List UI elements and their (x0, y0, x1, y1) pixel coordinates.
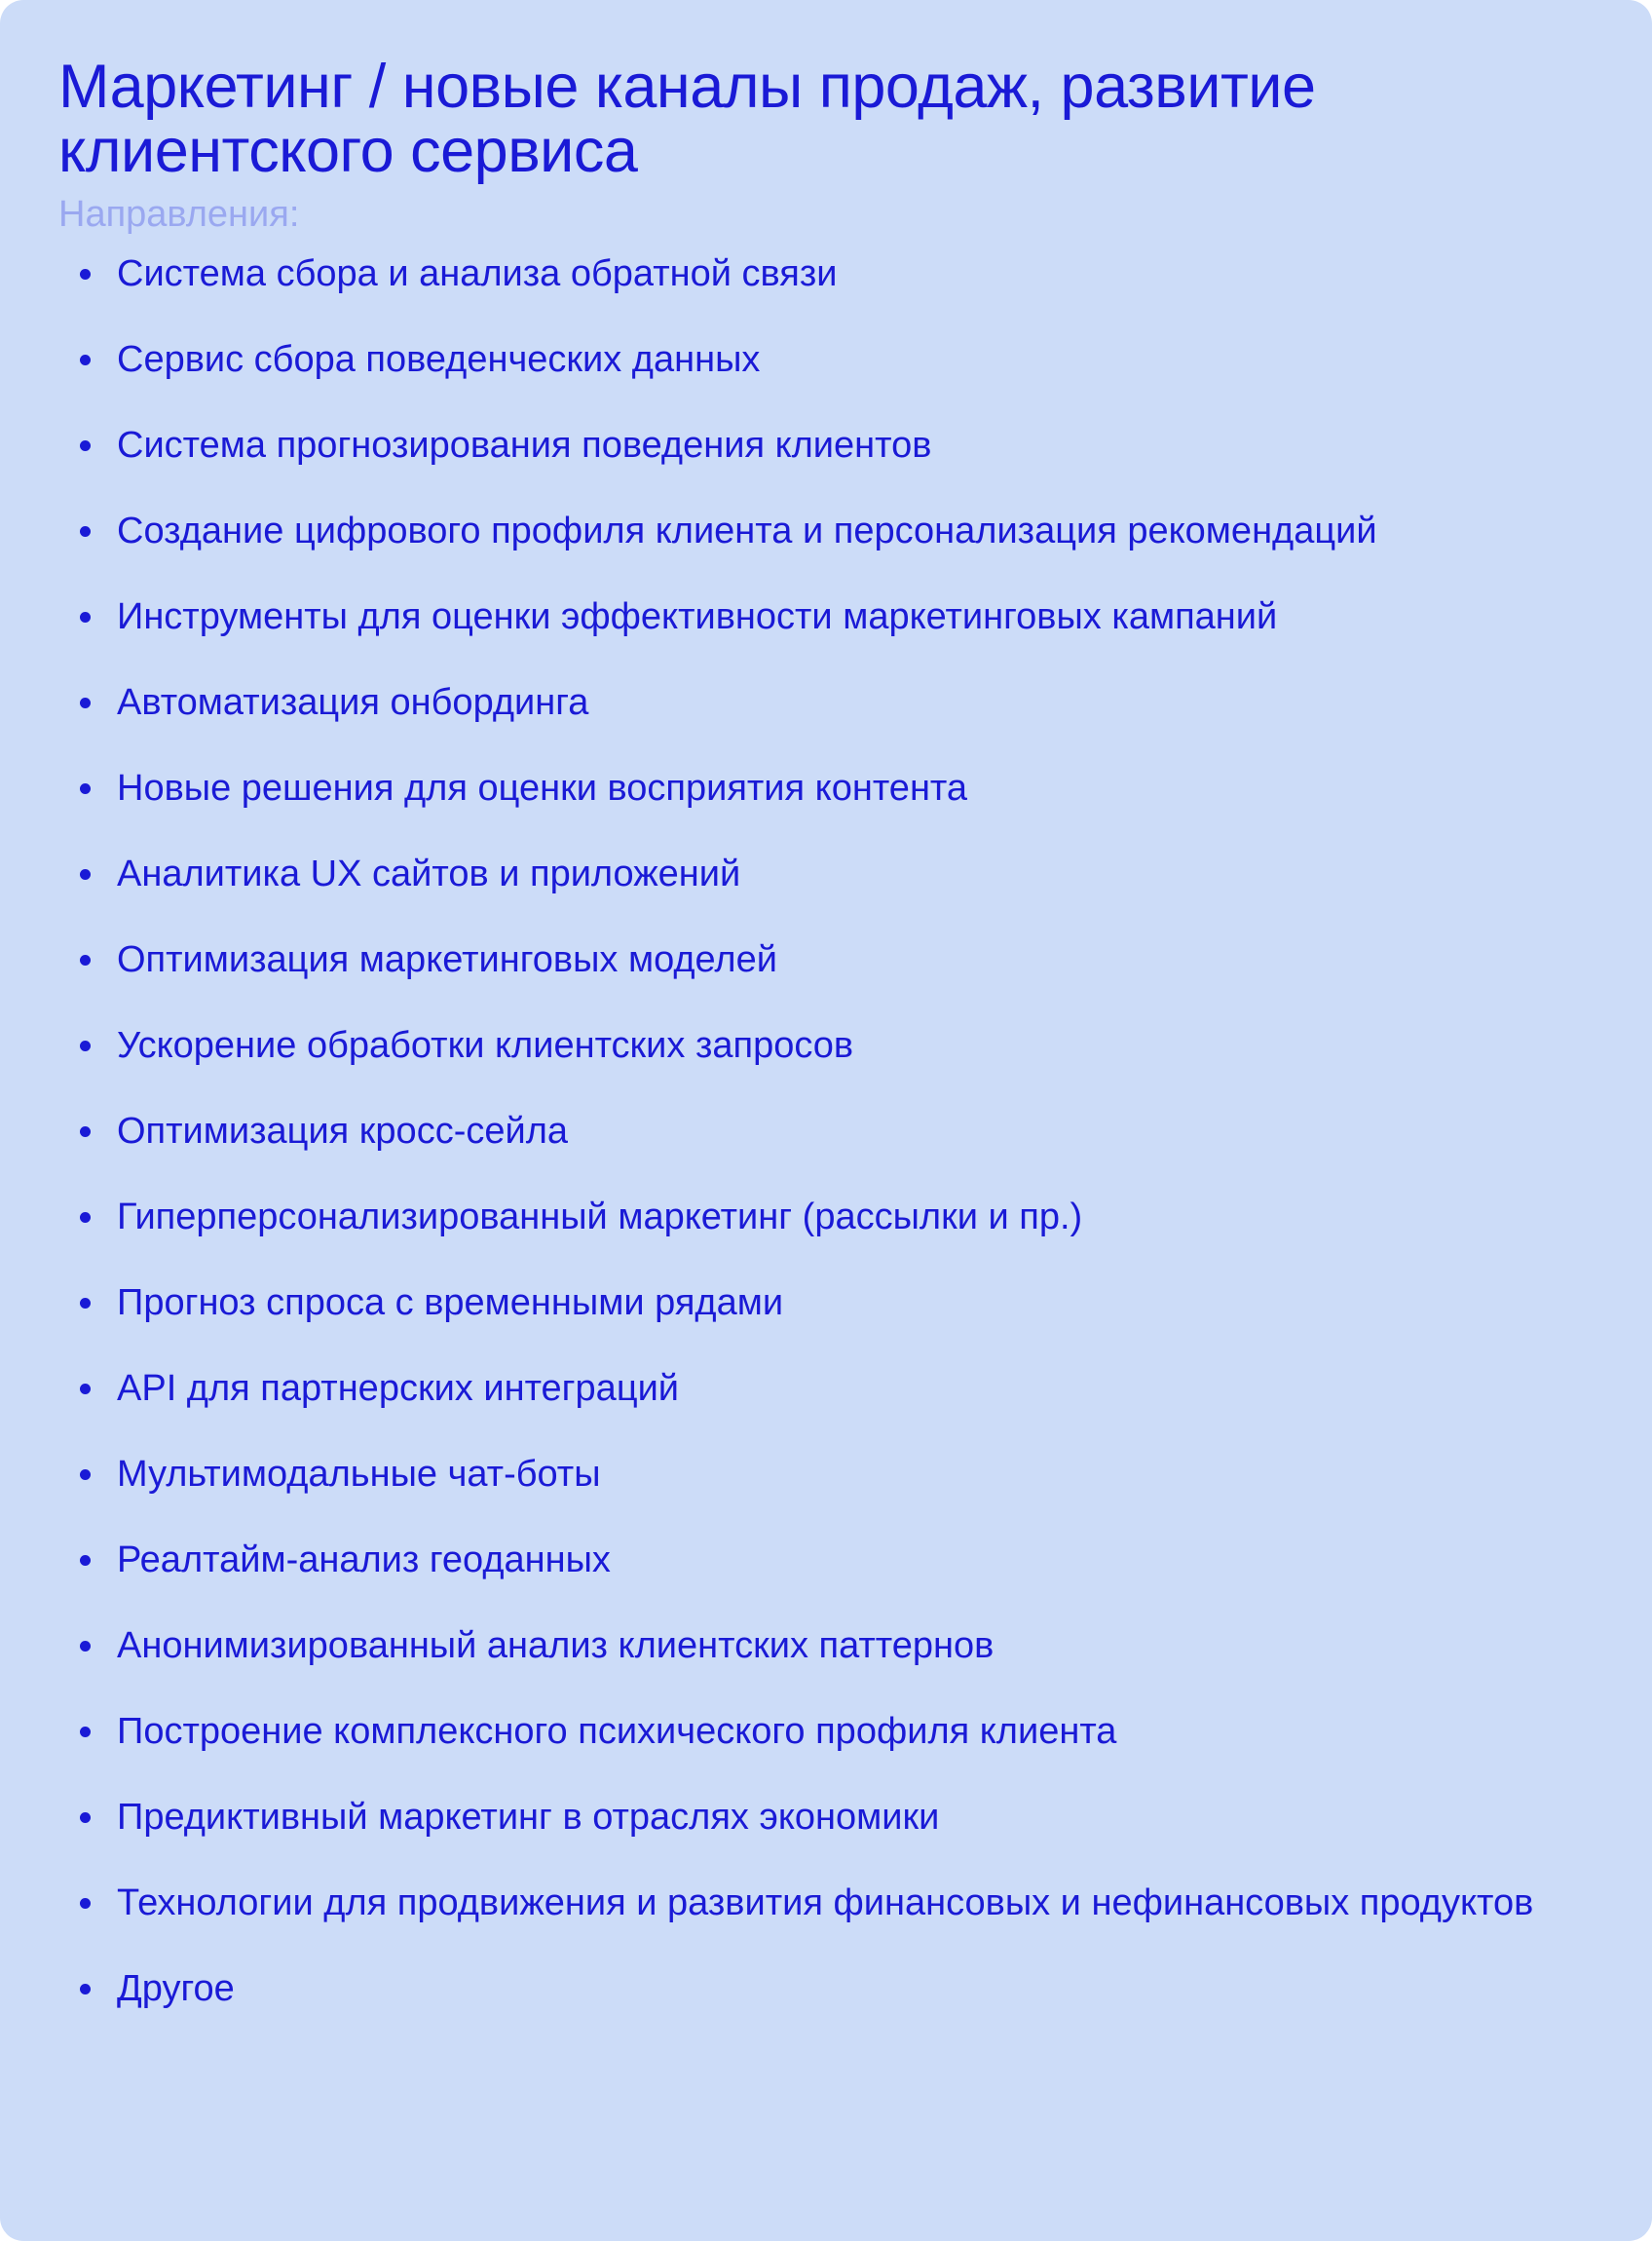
list-item (58, 1880, 1558, 1926)
bullet-icon (80, 1126, 91, 1137)
bullet-icon (80, 269, 91, 280)
list-item (58, 422, 1558, 469)
list-item (58, 1365, 1558, 1412)
list-item (58, 1194, 1558, 1240)
list-item-label: Система сбора и анализа обратной связи (117, 253, 838, 294)
list-item-label: Технологии для продвижения и развития финансовых и нефинансовых продуктов (117, 1882, 1534, 1923)
bullet-icon (80, 1298, 91, 1309)
list-item-label: Система прогнозирования поведения клиентов (117, 425, 932, 466)
bullet-icon (80, 869, 91, 880)
bullet-icon (80, 1212, 91, 1223)
list-item (58, 936, 1558, 983)
list-item (58, 1279, 1558, 1326)
list-item (58, 1622, 1558, 1669)
list-item-label: Гиперперсонализированный маркетинг (рассылки и пр.) (117, 1196, 1083, 1237)
list-item-label: Инструменты для оценки эффективности маркетинговых кампаний (117, 596, 1278, 637)
list-item-label: Реалтайм-анализ геоданных (117, 1539, 611, 1580)
list-item-label: Оптимизация кросс-сейла (117, 1111, 569, 1152)
bullet-icon (80, 440, 91, 451)
list-item-label: Аналитика UX сайтов и приложений (117, 854, 741, 894)
list-item-label: Мультимодальные чат-боты (117, 1454, 601, 1495)
list-item (58, 250, 1558, 297)
list-item (58, 1022, 1558, 1069)
bullet-icon (80, 1384, 91, 1394)
list-item (58, 1108, 1558, 1155)
bullet-icon (80, 1984, 91, 1994)
bullet-icon (80, 1727, 91, 1737)
list-item-label: Построение комплексного психического профиля клиента (117, 1711, 1117, 1752)
list-item-label: Ускорение обработки клиентских запросов (117, 1025, 854, 1066)
bullet-icon (80, 783, 91, 794)
list-item (58, 1451, 1558, 1498)
page-title: Маркетинг / новые каналы продаж, развитие клиентского сервиса (58, 53, 1316, 185)
list-item-label: Предиктивный маркетинг в отраслях экономики (117, 1797, 940, 1838)
list-item (58, 765, 1558, 812)
list-item (58, 1537, 1558, 1583)
list-item-label: API для партнерских интеграций (117, 1368, 680, 1409)
bullet-icon (80, 1812, 91, 1823)
list-item-label: Прогноз спроса с временными рядами (117, 1282, 784, 1323)
list-item (58, 336, 1558, 383)
bullet-icon (80, 355, 91, 365)
list-item (58, 508, 1558, 554)
bullet-icon (80, 698, 91, 708)
list-item (58, 851, 1558, 897)
list-item (58, 593, 1558, 640)
bullet-icon (80, 1641, 91, 1652)
bullet-icon (80, 526, 91, 537)
list-item-label: Создание цифрового профиля клиента и персонализация рекомендаций (117, 511, 1377, 551)
list-item-label: Сервис сбора поведенческих данных (117, 339, 761, 380)
bullet-icon (80, 612, 91, 623)
list-item-label: Новые решения для оценки восприятия контента (117, 768, 968, 809)
bullet-icon (80, 1555, 91, 1566)
list-item (58, 1708, 1558, 1755)
bullet-icon (80, 1898, 91, 1909)
list-item (58, 1965, 1558, 2012)
directions-list (58, 250, 1594, 2012)
bullet-icon (80, 1041, 91, 1051)
list-item-label: Автоматизация онбординга (117, 682, 589, 723)
bullet-icon (80, 955, 91, 966)
section-subtitle: Направления: (58, 194, 300, 235)
list-item-label: Анонимизированный анализ клиентских паттернов (117, 1625, 995, 1666)
list-item-label: Оптимизация маркетинговых моделей (117, 939, 777, 980)
list-item-label: Другое (117, 1968, 235, 2009)
list-item (58, 1794, 1558, 1841)
bullet-icon (80, 1469, 91, 1480)
list-item (58, 679, 1558, 726)
